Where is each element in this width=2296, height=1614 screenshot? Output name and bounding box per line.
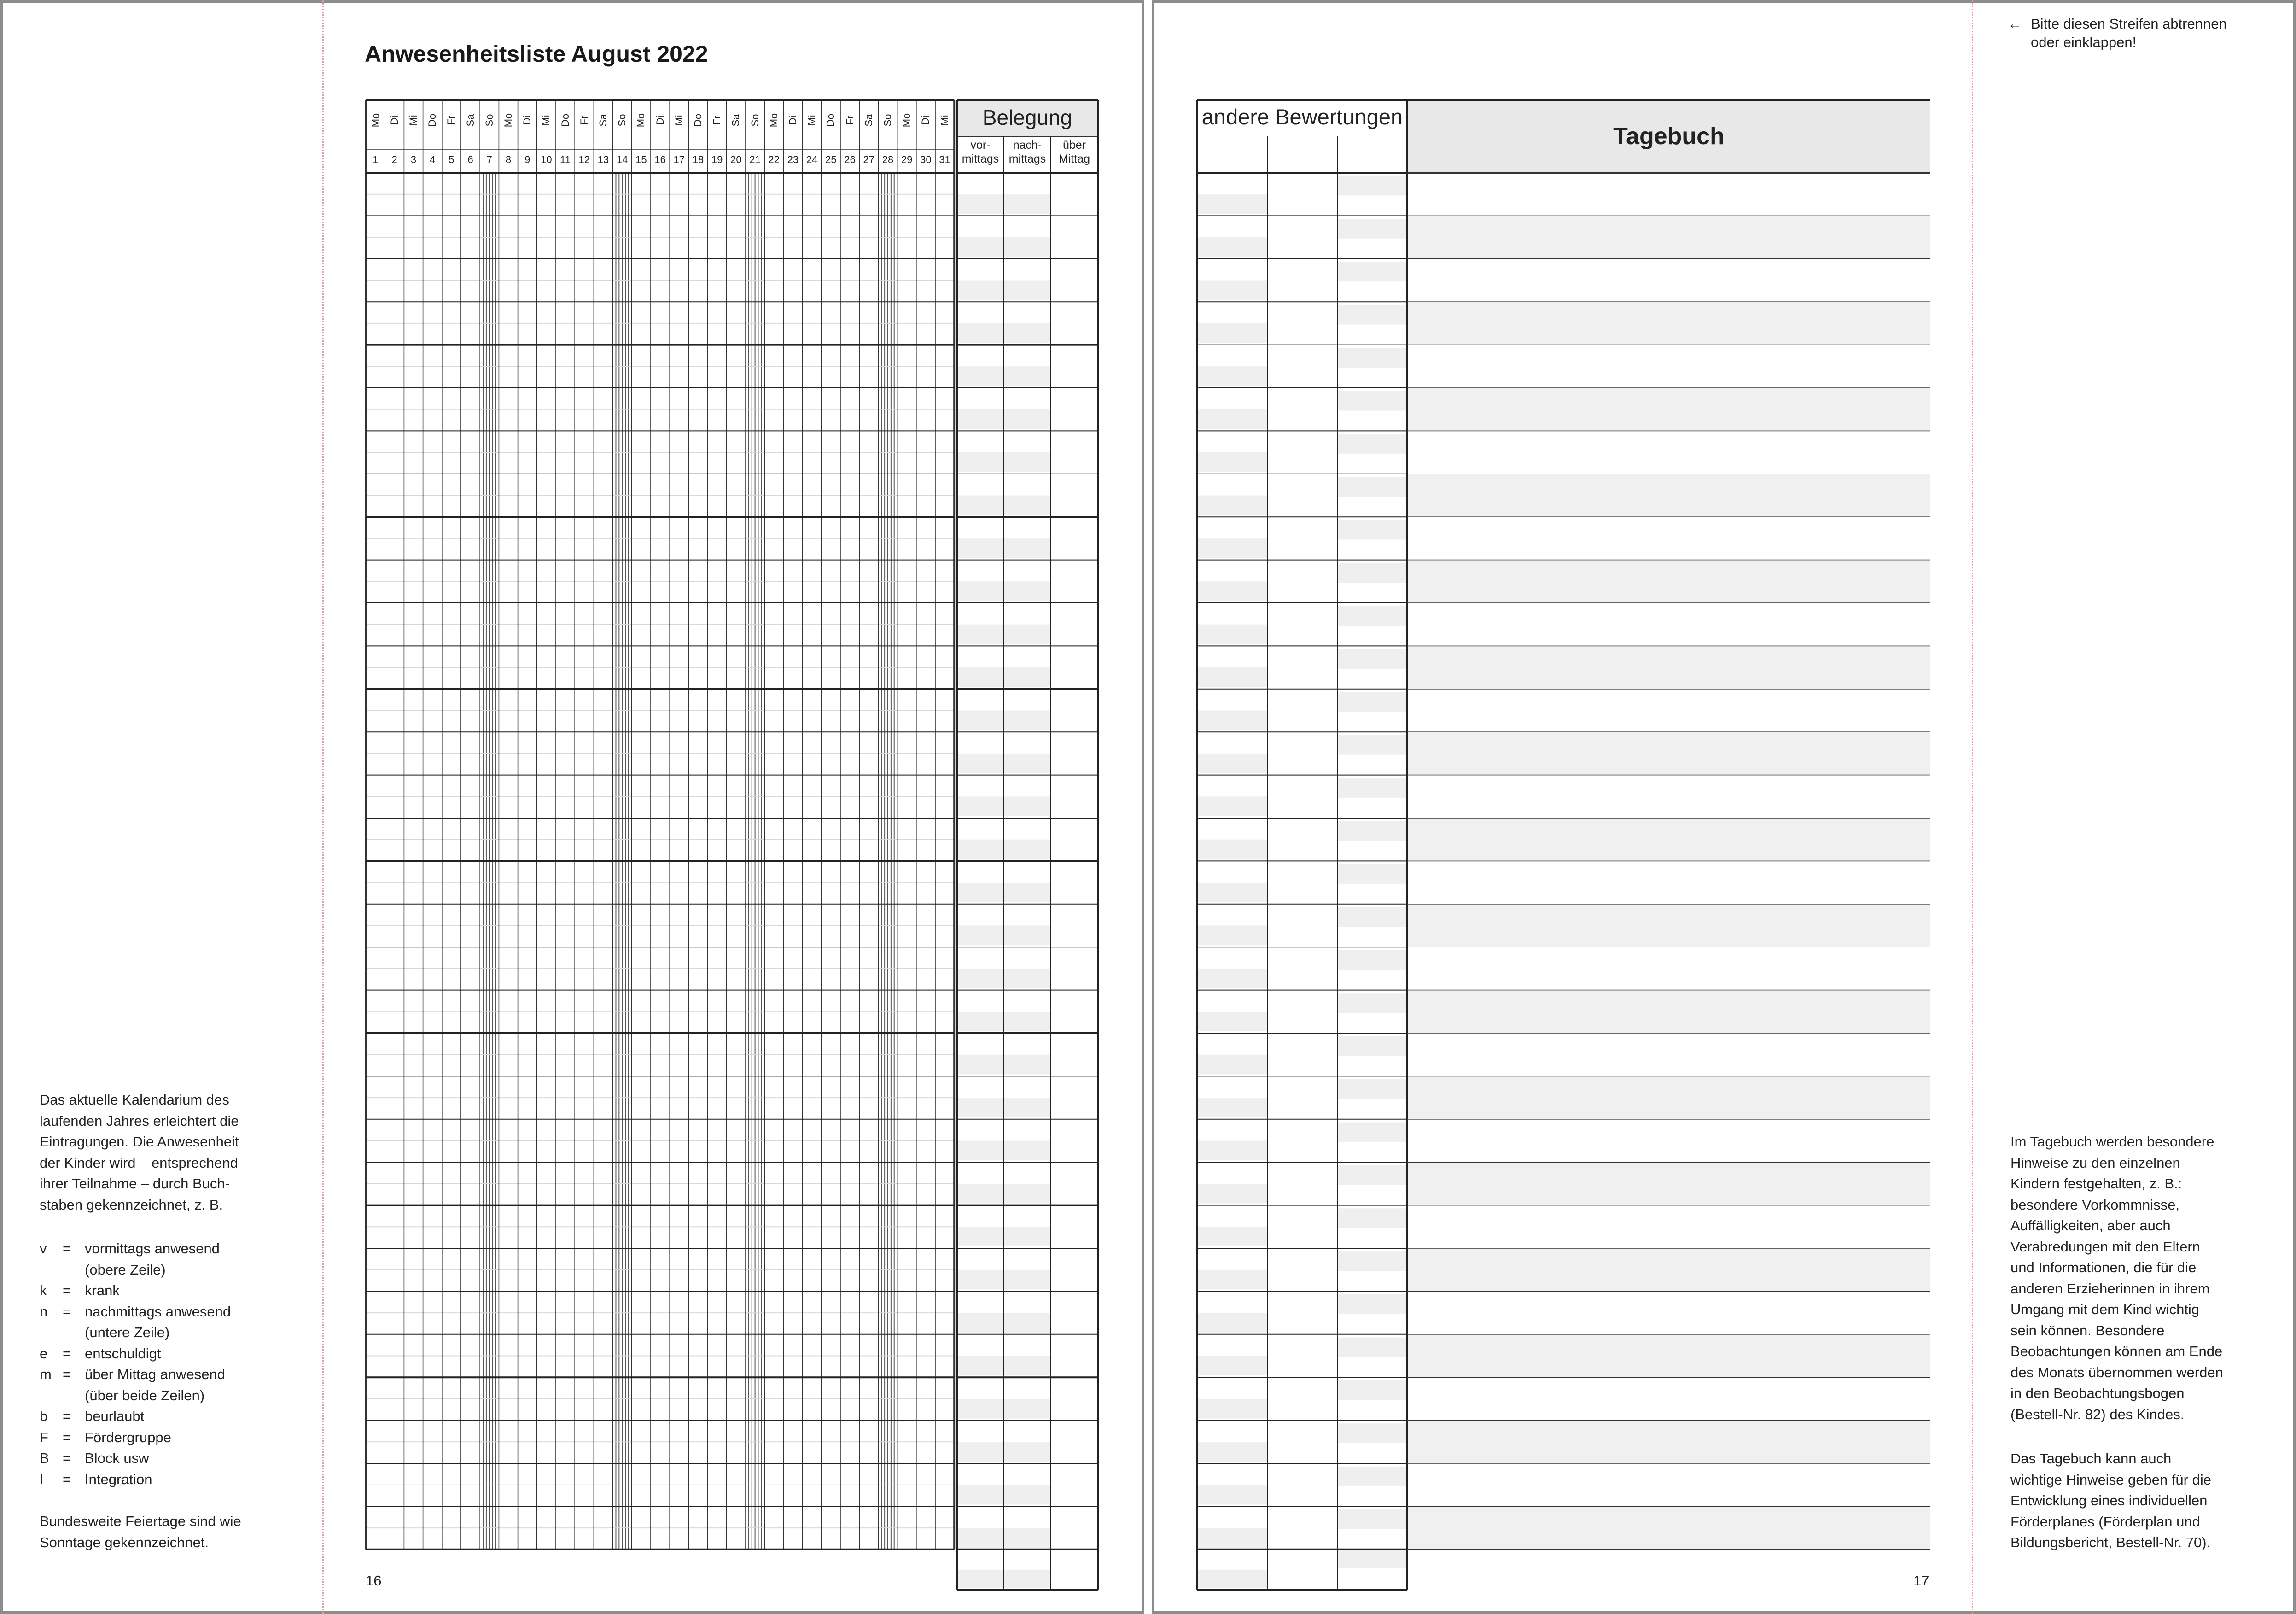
- legend-item: k = krank: [40, 1282, 120, 1298]
- day-name-label: So: [749, 114, 761, 127]
- intro-line: Das aktuelle Kalendarium des: [40, 1092, 229, 1108]
- day-name-label: Mo: [901, 113, 913, 128]
- bewertung-shade: [1337, 606, 1407, 626]
- belegung-col-label: vor-: [970, 139, 991, 152]
- tagebuch-shade: [1407, 560, 1930, 603]
- tagebuch-text-line: Das Tagebuch kann auch: [2010, 1450, 2172, 1467]
- tagebuch-shade: [1407, 1421, 1930, 1463]
- bewertung-shade: [1337, 692, 1407, 712]
- belegung-col-label: Mittag: [1058, 152, 1090, 165]
- day-number-label: 26: [844, 154, 856, 165]
- bewertung-shade: [1197, 711, 1267, 731]
- bewertung-shade: [1197, 538, 1267, 558]
- belegung-col-label: über: [1062, 139, 1086, 152]
- tagebuch-shade: [1407, 1076, 1930, 1119]
- day-number-label: 10: [541, 154, 552, 165]
- tagebuch-shade: [1407, 1248, 1930, 1291]
- bewertung-shade: [1197, 496, 1267, 515]
- tagebuch-shade: [1407, 1506, 1930, 1549]
- day-number-label: 11: [560, 154, 571, 165]
- bewertungen-header: andere Bewertungen: [1201, 105, 1403, 129]
- day-name-label: Mi: [673, 115, 685, 126]
- day-number-label: 6: [467, 154, 473, 165]
- day-name-label: Mo: [635, 113, 647, 128]
- stripe-note-line: oder einklappen!: [2031, 34, 2137, 50]
- day-name-label: Do: [426, 113, 438, 127]
- bewertung-shade: [1337, 778, 1407, 798]
- bewertung-shade: [1337, 1251, 1407, 1271]
- bewertung-shade: [1337, 1423, 1407, 1443]
- bewertung-shade: [1197, 796, 1267, 816]
- bewertung-shade: [1197, 1313, 1267, 1333]
- tagebuch-text-line: Im Tagebuch werden besondere: [2010, 1134, 2214, 1150]
- belegung-col-nachmittags: [1004, 138, 1051, 166]
- holiday-note-line: Bundesweite Feiertage sind wie: [40, 1513, 241, 1529]
- bewertung-shade: [1337, 821, 1407, 841]
- bewertung-shade: [1197, 969, 1267, 988]
- bewertung-shade: [1337, 1036, 1407, 1056]
- bewertung-shade: [1337, 1123, 1407, 1142]
- day-number-label: 12: [578, 154, 590, 165]
- tagebuch-text-line: sein können. Besondere: [2010, 1322, 2165, 1339]
- bewertung-shade: [1197, 667, 1267, 687]
- bewertung-shade: [1197, 840, 1267, 860]
- tagebuch-shade: [1407, 646, 1930, 689]
- day-name-label: So: [483, 114, 495, 127]
- legend-item: F = Fördergruppe: [40, 1429, 171, 1445]
- day-name-label: Sa: [597, 114, 609, 127]
- intro-line: laufenden Jahres erleichtert die: [40, 1112, 239, 1129]
- intro-line: ihrer Teilnahme – durch Buch-: [40, 1175, 230, 1192]
- day-number-label: 28: [882, 154, 894, 165]
- tagebuch-text-line: besondere Vorkommnisse,: [2010, 1196, 2180, 1213]
- bewertung-shade: [1337, 993, 1407, 1013]
- day-number-label: 19: [711, 154, 723, 165]
- bewertung-shade: [1197, 1356, 1267, 1376]
- day-name-label: So: [882, 114, 893, 127]
- day-name-label: Fr: [578, 115, 590, 125]
- tagebuch-shade: [1407, 302, 1930, 345]
- belegung-col-mittag: [1051, 138, 1098, 166]
- bewertung-shade: [1197, 1098, 1267, 1117]
- day-number-label: 17: [673, 154, 685, 165]
- day-number-label: 25: [825, 154, 837, 165]
- bewertung-shade: [1337, 219, 1407, 239]
- tagebuch-text-line: wichtige Hinweise geben für die: [2010, 1471, 2211, 1488]
- bewertung-shade: [1197, 883, 1267, 902]
- belegung-col-label: mittags: [962, 152, 999, 165]
- bewertung-shade: [1197, 409, 1267, 429]
- tagebuch-shade: [1407, 1162, 1930, 1205]
- day-name-label: Do: [692, 113, 704, 127]
- day-name-label: Mo: [369, 113, 381, 128]
- bewertung-shade: [1337, 1467, 1407, 1486]
- day-number-label: 13: [597, 154, 609, 165]
- bewertung-shade: [1337, 1079, 1407, 1099]
- bewertung-shade: [1337, 907, 1407, 927]
- bewertung-shade: [1197, 1570, 1267, 1588]
- tagebuch-text-line: Förderplanes (Förderplan und: [2010, 1513, 2200, 1530]
- holiday-note-line: Sonntage gekennzeichnet.: [40, 1534, 209, 1550]
- bewertung-shade: [1197, 1184, 1267, 1204]
- day-number-label: 22: [768, 154, 780, 165]
- page-number-left: 16: [366, 1573, 382, 1589]
- tagebuch-header: Tagebuch: [1613, 123, 1725, 150]
- page-number-right: 17: [1913, 1573, 1929, 1589]
- day-number-label: 18: [692, 154, 704, 165]
- tagebuch-text-line: Auffälligkeiten, aber auch: [2010, 1217, 2171, 1234]
- day-name-label: Do: [825, 113, 837, 127]
- bewertung-shade: [1197, 1227, 1267, 1246]
- bewertung-shade: [1197, 581, 1267, 601]
- bewertung-shade: [1197, 1528, 1267, 1548]
- day-number-label: 16: [654, 154, 666, 165]
- bewertung-shade: [1337, 735, 1407, 755]
- bewertung-shade: [1337, 1165, 1407, 1185]
- day-number-label: 31: [939, 154, 950, 165]
- legend-item: v = vormittags anwesend (obere Zeile): [40, 1240, 220, 1278]
- tagebuch-text-line: Kindern festgehalten, z. B.:: [2010, 1175, 2182, 1192]
- day-number-label: 7: [486, 154, 492, 165]
- tagebuch-text-line: Bildungsbericht, Bestell-Nr. 70).: [2010, 1534, 2211, 1550]
- tagebuch-text-line: des Monats übernommen werden: [2010, 1364, 2223, 1380]
- day-number-label: 29: [901, 154, 913, 165]
- bewertung-shade: [1197, 1270, 1267, 1290]
- bewertung-shade: [1337, 1338, 1407, 1357]
- tagebuch-shade: [1407, 990, 1930, 1033]
- day-name-label: Di: [920, 115, 932, 125]
- tagebuch-shade: [1407, 474, 1930, 517]
- bewertung-shade: [1197, 754, 1267, 773]
- day-name-label: Fr: [844, 115, 856, 125]
- bewertung-shade: [1337, 348, 1407, 368]
- tagebuch-text-1: [2010, 1131, 2278, 1425]
- belegung-col-vormittags: [957, 138, 1004, 166]
- tagebuch-text-line: Beobachtungen können am Ende: [2010, 1343, 2223, 1359]
- bewertung-shade: [1337, 1509, 1407, 1529]
- day-number-label: 2: [391, 154, 397, 165]
- day-name-label: Sa: [730, 114, 742, 127]
- bewertung-shade: [1197, 625, 1267, 644]
- bewertung-shade: [1337, 1208, 1407, 1228]
- tagebuch-shade: [1407, 216, 1930, 258]
- bewertung-shade: [1337, 520, 1407, 540]
- bewertung-shade: [1337, 434, 1407, 454]
- arrow-left-icon: ←: [2008, 16, 2022, 32]
- day-name-label: Sa: [464, 114, 476, 127]
- day-name-label: Di: [521, 115, 533, 125]
- bewertung-shade: [1337, 176, 1407, 196]
- legend-item: B = Block usw: [40, 1450, 149, 1466]
- bewertung-shade: [1337, 649, 1407, 669]
- day-number-label: 30: [920, 154, 932, 165]
- day-number-label: 15: [635, 154, 647, 165]
- day-number-label: 8: [505, 154, 512, 165]
- bewertung-shade: [1197, 1442, 1267, 1462]
- bewertung-shade: [1197, 281, 1267, 300]
- day-number-label: 9: [524, 154, 530, 165]
- bewertung-shade: [1197, 323, 1267, 343]
- bewertung-shade: [1337, 391, 1407, 411]
- belegung-header: Belegung: [982, 105, 1072, 129]
- day-number-label: 27: [863, 154, 875, 165]
- tagebuch-text-2: [2010, 1448, 2278, 1553]
- legend-item: m = über Mittag anwesend (über beide Zeilen): [40, 1366, 226, 1403]
- tagebuch-shade: [1407, 818, 1930, 861]
- day-name-label: Fr: [711, 115, 723, 125]
- day-name-label: Fr: [445, 115, 457, 125]
- tagebuch-shade: [1407, 904, 1930, 947]
- day-number-label: 23: [787, 154, 799, 165]
- belegung-col-label: nach-: [1013, 139, 1042, 152]
- day-number-label: 20: [730, 154, 742, 165]
- bewertung-shade: [1337, 262, 1407, 282]
- day-name-label: Mo: [768, 113, 780, 128]
- day-number-label: 3: [410, 154, 417, 165]
- legend-item: n = nachmittags anwesend (untere Zeile): [40, 1303, 231, 1340]
- tagebuch-text-line: Umgang mit dem Kind wichtig: [2010, 1301, 2200, 1317]
- tagebuch-shade: [1407, 388, 1930, 431]
- legend-item: b = beurlaubt: [40, 1408, 145, 1424]
- intro-line: der Kinder wird – entsprechend: [40, 1154, 238, 1171]
- tagebuch-text-line: Entwicklung eines individuellen: [2010, 1492, 2208, 1509]
- stripe-note: [2008, 15, 2284, 52]
- page-title: Anwesenheitsliste August 2022: [365, 41, 708, 67]
- intro-line: staben gekennzeichnet, z. B.: [40, 1196, 223, 1213]
- tagebuch-text-line: anderen Erzieherinnen in ihrem: [2010, 1280, 2210, 1297]
- tagebuch-shade: [1407, 732, 1930, 775]
- bewertung-shade: [1197, 452, 1267, 472]
- bewertung-shade: [1197, 1012, 1267, 1031]
- day-name-label: Do: [559, 113, 571, 127]
- legend-item: e = entschuldigt: [40, 1345, 161, 1362]
- day-number-label: 21: [749, 154, 761, 165]
- bewertung-shade: [1337, 950, 1407, 970]
- day-number-label: 24: [806, 154, 818, 165]
- bewertung-shade: [1337, 477, 1407, 497]
- day-number-label: 14: [616, 154, 628, 165]
- tagebuch-text-line: und Informationen, die für die: [2010, 1259, 2197, 1275]
- day-name-label: Mo: [502, 113, 514, 128]
- day-number-label: 5: [449, 154, 455, 165]
- day-name-label: Di: [787, 115, 798, 125]
- day-name-label: Di: [388, 115, 400, 125]
- tagebuch-shade: [1407, 1334, 1930, 1377]
- tagebuch-text-line: in den Beobachtungsbogen: [2010, 1385, 2185, 1401]
- tagebuch-text-line: Verabredungen mit den Eltern: [2010, 1238, 2200, 1255]
- bewertung-shade: [1337, 1550, 1407, 1568]
- bewertung-shade: [1337, 305, 1407, 325]
- day-name-label: So: [616, 114, 628, 127]
- bewertung-shade: [1197, 194, 1267, 214]
- day-number-label: 1: [373, 154, 379, 165]
- bewertung-shade: [1337, 563, 1407, 583]
- day-name-label: Di: [654, 115, 666, 125]
- bewertung-shade: [1197, 237, 1267, 257]
- bewertung-shade: [1197, 926, 1267, 946]
- day-name-label: Mi: [408, 115, 419, 126]
- day-name-label: Mi: [806, 115, 818, 126]
- bewertung-shade: [1197, 1141, 1267, 1161]
- day-name-label: Mi: [938, 115, 950, 126]
- belegung-col-label: mittags: [1008, 152, 1046, 165]
- bewertung-shade: [1337, 1294, 1407, 1314]
- bewertung-shade: [1337, 1380, 1407, 1400]
- bewertung-shade: [1197, 366, 1267, 386]
- day-number-label: 4: [430, 154, 436, 165]
- stripe-note-line: ← Bitte diesen Streifen abtrennen: [2008, 15, 2284, 33]
- bewertung-shade: [1197, 1055, 1267, 1075]
- bewertung-shade: [1337, 864, 1407, 884]
- legend-item: I = Integration: [40, 1471, 152, 1487]
- bewertung-shade: [1197, 1399, 1267, 1419]
- bewertung-shade: [1197, 1485, 1267, 1505]
- day-name-label: Mi: [540, 115, 552, 126]
- intro-line: Eintragungen. Die Anwesenheit: [40, 1134, 239, 1150]
- tagebuch-text-line: Hinweise zu den einzelnen: [2010, 1154, 2180, 1171]
- tagebuch-text-line: (Bestell-Nr. 82) des Kindes.: [2010, 1406, 2185, 1422]
- day-name-label: Sa: [862, 114, 874, 127]
